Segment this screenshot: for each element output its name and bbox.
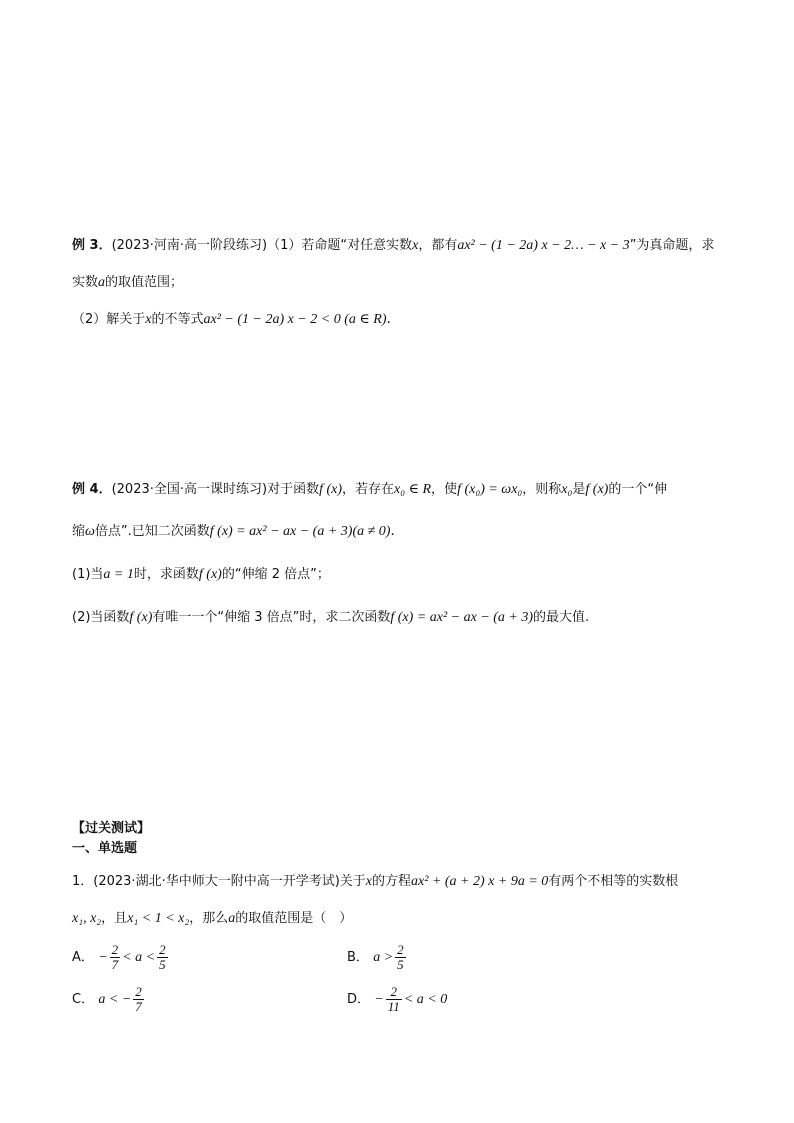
ex3-text: ，都有	[418, 238, 458, 253]
ex4-q2	[72, 608, 589, 627]
ex4-text: 是	[572, 482, 586, 497]
option-d-text: < a < 0	[403, 992, 448, 1007]
test-q1-source: (2023·湖北·华中师大一附中高一开学考试)	[93, 874, 340, 889]
ex4-fx: f (x)	[585, 482, 609, 497]
ex4-q1	[72, 565, 330, 584]
numerator: 2	[386, 985, 402, 1000]
test-q1-text: 有两个不相等的实数根	[548, 874, 679, 889]
test-q1-text: 的方程	[372, 874, 412, 889]
test-header: 【过关测试】	[72, 821, 151, 836]
ex3-line1	[72, 236, 714, 255]
ex4-q2-math: f (x) = ax² − ax − (a + 3)	[390, 610, 534, 625]
ex3-var-x: x	[412, 238, 419, 253]
option-c-label: C．	[72, 992, 95, 1007]
test-q1-roots: x₁, x₂	[72, 911, 102, 926]
ex4-text: .	[390, 523, 395, 539]
option-a-text: −	[98, 950, 108, 965]
ex3-line3	[72, 310, 391, 329]
ex4-source: (2023·全国·高一课时练习)	[111, 482, 268, 497]
test-q1-line1	[72, 872, 678, 891]
ex4-line1	[72, 480, 667, 499]
option-c[interactable]	[72, 985, 146, 1014]
ex4-text: 时，求函数	[133, 567, 199, 582]
test-q1-text: 的取值范围是（ ）	[235, 911, 353, 926]
test-q1-cond: x₁ < 1 < x₂	[127, 911, 190, 926]
ex4-prefix: 例 4．	[72, 482, 112, 497]
ex3-var-a: a	[98, 275, 106, 290]
option-d[interactable]	[347, 985, 447, 1014]
numerator: 2	[397, 942, 404, 957]
option-a-frac-1	[110, 943, 121, 972]
ex3-text: ”为真命题，求	[629, 238, 715, 253]
ex4-line2	[72, 522, 395, 541]
ex4-text: ，则称	[522, 482, 562, 497]
ex4-text: 缩	[72, 524, 86, 539]
denominator: 11	[387, 999, 400, 1014]
ex4-fx: f (x)	[198, 567, 222, 582]
ex3-text: 实数	[72, 275, 99, 290]
ex4-q1-math: a = 1	[103, 567, 134, 582]
option-a-frac-2	[157, 943, 168, 972]
ex4-text: 有唯一一个“伸缩 3 倍点”时，求二次函数	[152, 610, 391, 625]
option-b-frac	[395, 943, 406, 972]
ex4-text: ，若存在	[342, 482, 395, 497]
denominator: 7	[135, 999, 142, 1014]
ex4-text: 的一个“伸	[608, 482, 668, 497]
ex4-text: 对于函数	[267, 482, 320, 497]
ex3-prefix: 例 3．	[72, 238, 112, 253]
ex3-line2	[72, 273, 183, 292]
ex4-text: ，使	[431, 482, 458, 497]
ex4-text: (1)当	[72, 567, 104, 582]
option-c-frac	[133, 985, 144, 1014]
ex4-text: 的“伸缩 2 倍点”；	[221, 567, 330, 582]
test-q1-var-x: x	[365, 874, 373, 889]
ex3-text: （1）若命题“对任意实数	[267, 238, 413, 253]
option-d-frac	[386, 985, 402, 1014]
option-b-label: B．	[347, 950, 369, 965]
test-section: 一、单选题	[72, 841, 138, 856]
denominator: 5	[397, 957, 404, 972]
ex4-text: 的最大值.	[533, 610, 590, 625]
test-q1-text: 关于	[339, 874, 366, 889]
option-d-text: −	[374, 992, 384, 1007]
option-a[interactable]	[72, 943, 170, 972]
numerator: 2	[135, 984, 142, 999]
test-q1-text: ，那么	[189, 911, 229, 926]
numerator: 2	[159, 942, 166, 957]
ex3-text: （2）解关于	[72, 312, 146, 327]
ex3-math-1: ax² − (1 − 2a) x − 2… − x − 3	[457, 238, 630, 253]
test-q1-prefix: 1．	[72, 874, 94, 889]
ex4-x0: x₀	[561, 482, 573, 497]
ex3-math-2: ax² − (1 − 2a) x − 2 < 0 (a ∈ R)	[203, 312, 387, 327]
test-q1-var-a: a	[228, 911, 236, 926]
ex3-var-x: x	[145, 312, 152, 327]
numerator: 2	[111, 942, 119, 957]
ex4-x0-in-r: x₀ ∈ R	[394, 482, 432, 497]
test-q1-text: ，且	[101, 911, 128, 926]
ex4-fx: f (x)	[129, 610, 153, 625]
ex4-fx: f (x)	[319, 482, 343, 497]
ex4-math: f (x) = ax² − ax − (a + 3)(a ≠ 0)	[209, 524, 391, 539]
ex3-text: 的不等式	[151, 312, 204, 327]
ex4-fx0: f (x₀) = ωx₀	[457, 482, 523, 497]
option-a-text: < a <	[122, 950, 156, 965]
test-q1-line2	[72, 909, 352, 928]
test-q1-math: ax² + (a + 2) x + 9a = 0	[411, 874, 549, 889]
denominator: 7	[111, 957, 119, 972]
ex4-text: (2)当函数	[72, 610, 130, 625]
option-b-text: a >	[373, 950, 394, 965]
ex4-text: 倍点”.已知二次函数	[94, 524, 210, 539]
ex3-text: 的取值范围；	[105, 275, 184, 290]
denominator: 5	[159, 957, 166, 972]
ex3-text: .	[386, 311, 391, 327]
ex4-omega: ω	[85, 524, 95, 539]
ex3-source: (2023·河南·高一阶段练习)	[111, 238, 268, 253]
option-d-label: D．	[347, 992, 371, 1007]
option-a-label: A．	[72, 950, 94, 965]
option-c-text: a < −	[98, 992, 132, 1007]
option-b[interactable]	[347, 943, 408, 972]
